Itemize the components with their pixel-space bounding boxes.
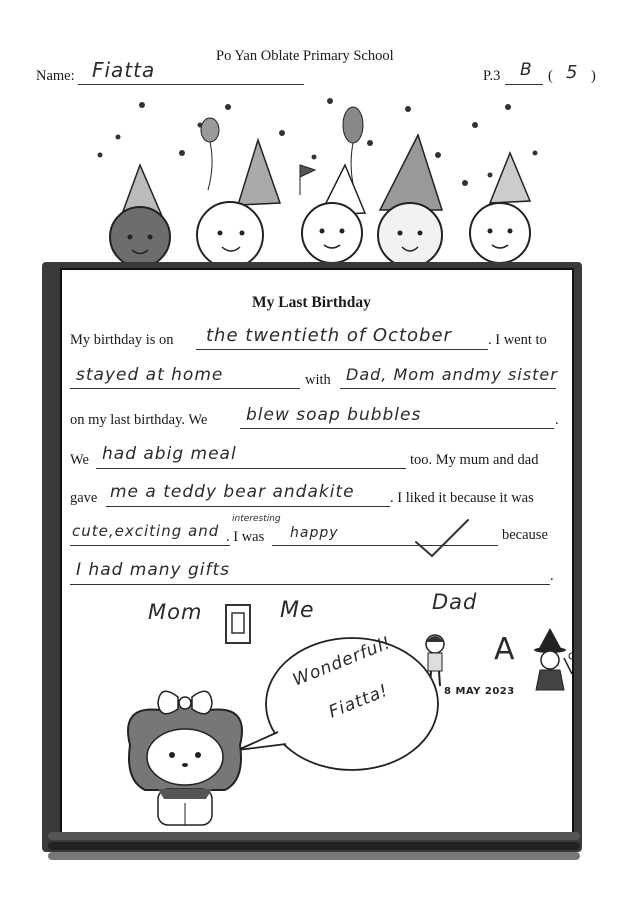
line6-answer-b: happy: [290, 525, 339, 541]
date-stamp: 8 MAY 2023: [444, 686, 515, 697]
drawing-label-mom: Mom: [148, 600, 203, 624]
line5-prefix: gave: [70, 490, 98, 506]
class-label: P.3: [483, 68, 501, 84]
teacher-comment-line1: Wonderful!: [290, 632, 395, 691]
line7-answer: I had many gifts: [76, 560, 231, 580]
line1-blank: [196, 349, 488, 350]
line2-with: with: [305, 372, 331, 388]
name-value: Fiatta: [92, 58, 156, 82]
class-underline: [505, 84, 543, 85]
line3-answer: blew soap bubbles: [246, 405, 422, 425]
line7-end: .: [550, 568, 554, 584]
line6-insert: interesting: [232, 514, 281, 524]
line5-suffix: . I liked it because it was: [390, 490, 534, 506]
number-open-paren: (: [548, 68, 553, 84]
line2-answer-b: Dad, Mom andmy sister: [346, 365, 558, 384]
my-melody-icon: [110, 685, 260, 835]
line4-answer: had abig meal: [102, 444, 237, 464]
witch-sticker-icon: [528, 628, 574, 698]
name-underline: [78, 84, 304, 85]
number-value: 5: [566, 62, 579, 83]
line5-blank: [106, 506, 390, 507]
school-name: Po Yan Oblate Primary School: [216, 48, 394, 64]
line2-blank-b: [340, 388, 556, 389]
number-close-paren: ): [591, 68, 596, 84]
line6-answer-a: cute,exciting and: [72, 522, 220, 540]
line3-prefix: on my last birthday. We: [70, 412, 208, 428]
party-kids-illustration: [70, 95, 570, 275]
check-mark-icon: [412, 516, 472, 561]
line1-suffix: . I went to: [488, 332, 547, 348]
line6-blank-a: [70, 545, 230, 546]
name-label: Name:: [36, 68, 75, 84]
line3-end: .: [555, 412, 559, 428]
line4-suffix: too. My mum and dad: [410, 452, 539, 468]
line6-suffix: because: [502, 527, 548, 543]
drawing-label-dad: Dad: [432, 590, 478, 614]
line1-answer: the twentieth of October: [206, 325, 452, 346]
bottom-stripe-2: [48, 842, 580, 850]
line4-prefix: We: [70, 452, 89, 468]
line7-blank: [70, 584, 550, 585]
bottom-stripe-3: [48, 852, 580, 860]
line2-blank-a: [70, 388, 300, 389]
grade-mark: A: [494, 632, 516, 667]
line5-answer: me a teddy bear andakite: [110, 482, 355, 502]
drawing-label-me: Me: [280, 598, 315, 623]
line2-answer-a: stayed at home: [76, 365, 224, 385]
line4-blank: [96, 468, 406, 469]
line6-was: . I was: [226, 529, 265, 545]
worksheet-title: My Last Birthday: [252, 294, 371, 311]
line1-prefix: My birthday is on: [70, 332, 174, 348]
line3-blank: [240, 428, 554, 429]
teacher-comment-line2: Fiatta!: [326, 680, 392, 723]
class-value: B: [520, 60, 533, 80]
